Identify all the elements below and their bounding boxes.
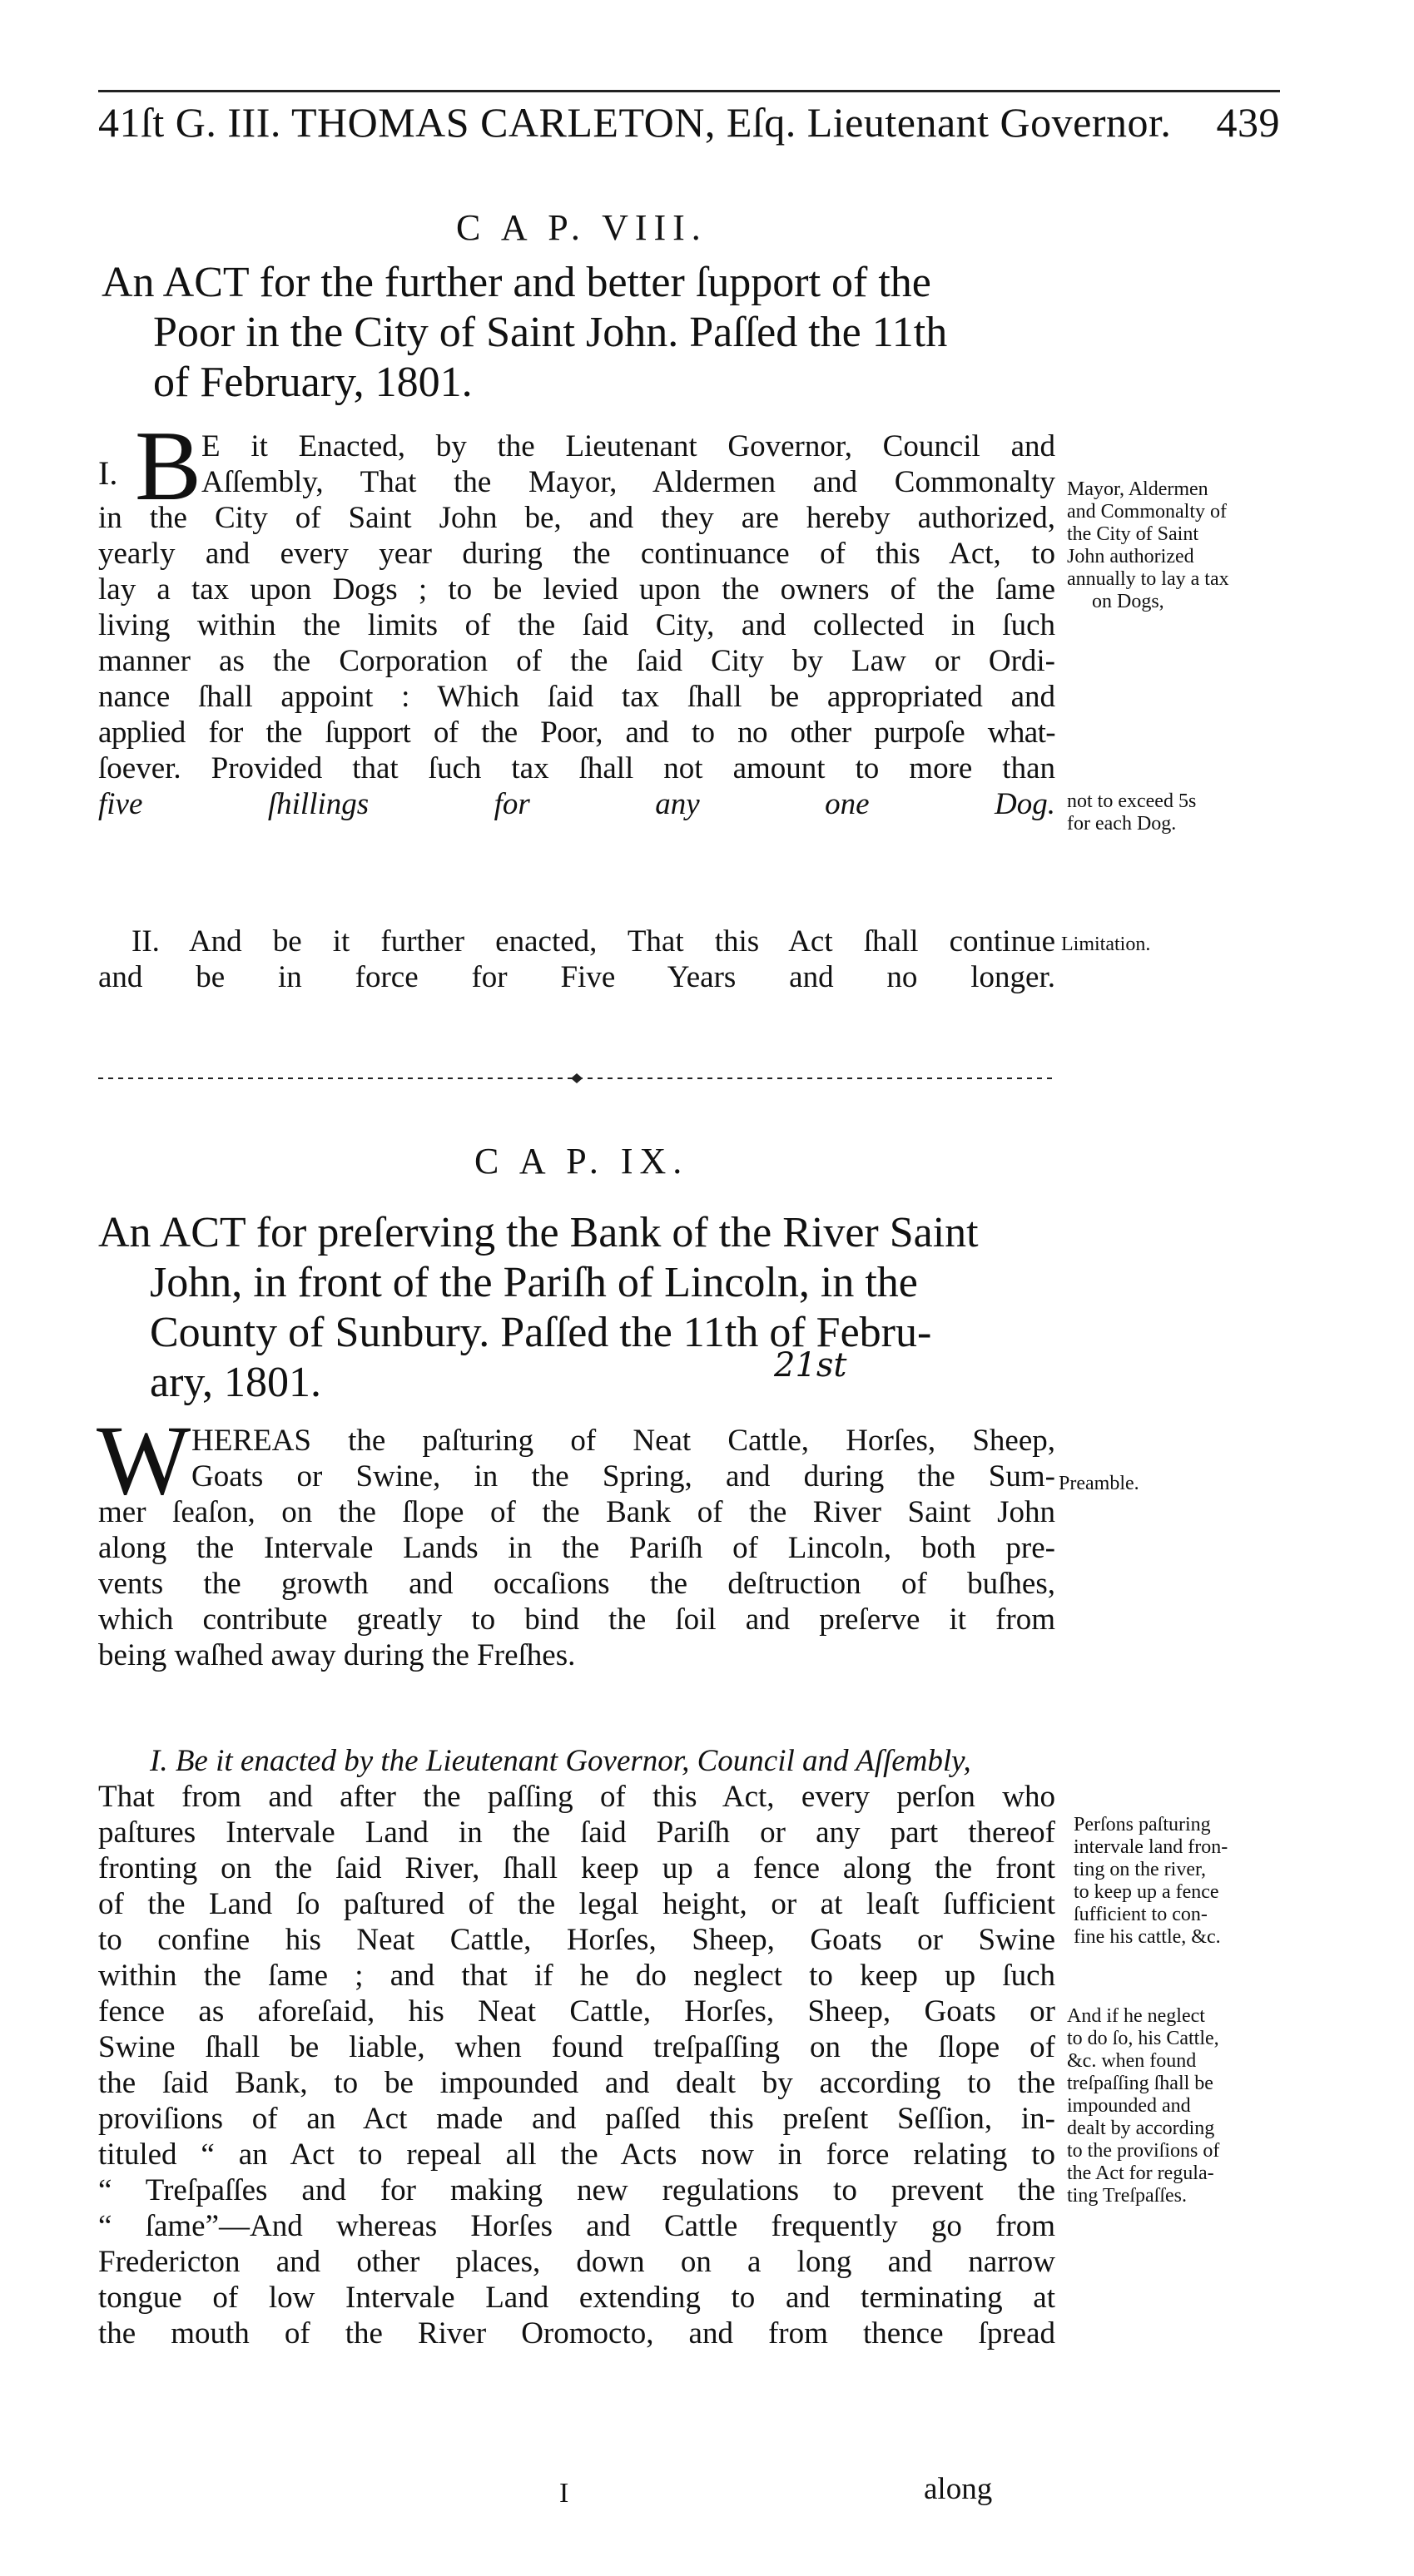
ornamental-divider bbox=[98, 1073, 1055, 1083]
text-line: fronting on the ſaid River, ſhall keep up a fence along the front bbox=[98, 1851, 1055, 1885]
margin-note-preamble bbox=[1059, 1473, 1139, 1495]
text-line: tongue of low Intervale Land extending to and terminating at bbox=[98, 2281, 1055, 2315]
margin-note-limitation bbox=[1061, 934, 1150, 956]
cap-9-title-line: County of Sunbury. Paſſed the 11th of Febru- bbox=[150, 1309, 932, 1356]
text-line: Fredericton and other places, down on a long and narrow bbox=[98, 2245, 1055, 2279]
text-line: of the Land ſo paſtured of the legal height, or at leaſt ſufficient bbox=[98, 1887, 1055, 1921]
text-line: the ſaid Bank, to be impounded and dealt by according to the bbox=[98, 2066, 1055, 2100]
text-line: Swine ſhall be liable, when found treſpaſſing on the ſlope of bbox=[98, 2030, 1055, 2064]
cap-9-title-line: ary, 1801. bbox=[150, 1359, 322, 1406]
running-header bbox=[98, 98, 1280, 146]
cap-8-section-1-text bbox=[98, 429, 1055, 822]
margin-line: Mayor, Aldermen bbox=[1067, 478, 1208, 500]
margin-line: the Act for regula- bbox=[1067, 2162, 1214, 2184]
text-line: “ Treſpaſſes and for making new regulations to prevent the bbox=[98, 2173, 1055, 2207]
margin-line: for each Dog. bbox=[1067, 813, 1177, 835]
text-line: mer ſeaſon, on the ſlope of the Bank of the River Saint John bbox=[98, 1495, 1055, 1529]
margin-line: intervale land fron- bbox=[1074, 1836, 1228, 1858]
text-line: That from and after the paſſing of this Act, every perſon who bbox=[98, 1780, 1055, 1814]
text-line: tituled “ an Act to repeal all the Acts now in force relating to bbox=[98, 2138, 1055, 2172]
text-line: E it Enacted, by the Lieutenant Governor, Council and bbox=[201, 429, 1055, 463]
margin-line: Perſons paſturing bbox=[1074, 1814, 1211, 1835]
margin-line: fine his cattle, &c. bbox=[1074, 1926, 1221, 1948]
text-line: Goats or Swine, in the Spring, and during the Sum- bbox=[191, 1459, 1055, 1494]
text-line: which contribute greatly to bind the ſoil and preſerve it from bbox=[98, 1603, 1055, 1637]
margin-line: &c. when found bbox=[1067, 2050, 1197, 2072]
margin-line: to the proviſions of bbox=[1067, 2140, 1220, 2162]
margin-line: impounded and bbox=[1067, 2095, 1191, 2117]
header-top-rule bbox=[98, 90, 1280, 92]
text-line: I. Be it enacted by the Lieutenant Governor, Council and Aſſembly, bbox=[150, 1744, 971, 1778]
text-line: nance ſhall appoint : Which ſaid tax ſhall be appropriated and bbox=[98, 680, 1055, 714]
margin-line: to do ſo, his Cattle, bbox=[1067, 2028, 1219, 2049]
cap-9-heading: C A P. IX. bbox=[474, 1141, 689, 1181]
margin-line: and Commonalty of bbox=[1067, 501, 1227, 523]
text-line: HEREAS the paſturing of Neat Cattle, Horſes, Sheep, bbox=[191, 1424, 1055, 1458]
margin-note-neglect bbox=[1067, 2005, 1219, 2207]
handwritten-correction: 21st bbox=[774, 1346, 847, 1385]
cap-9-title-line: An ACT for preſerving the Bank of the River Saint bbox=[98, 1209, 979, 1256]
text-line: applied for the ſupport of the Poor, and to no other purpoſe what- bbox=[98, 716, 1055, 750]
margin-line: ſufficient to con- bbox=[1074, 1904, 1208, 1925]
signature-mark: I bbox=[559, 2478, 569, 2509]
margin-line: treſpaſſing ſhall be bbox=[1067, 2073, 1213, 2094]
cap-8-section-1-numeral: I. bbox=[98, 454, 118, 492]
text-line: vents the growth and occaſions the deſtruction of buſhes, bbox=[98, 1567, 1055, 1601]
margin-line: annually to lay a tax bbox=[1067, 568, 1229, 590]
text-line: along the Intervale Lands in the Pariſh of Lincoln, both pre- bbox=[98, 1531, 1055, 1565]
text-line: “ ſame”—And whereas Horſes and Cattle frequently go from bbox=[98, 2209, 1055, 2243]
cap-9-dropcap: W bbox=[97, 1404, 191, 1515]
margin-line: to keep up a fence bbox=[1074, 1881, 1219, 1903]
text-line: Aſſembly, That the Mayor, Aldermen and Commonalty bbox=[201, 465, 1055, 499]
cap-8-title bbox=[102, 258, 1067, 408]
text-line: II. And be it further enacted, That this Act ſhall continue bbox=[131, 924, 1055, 959]
margin-line: John authorized bbox=[1067, 546, 1194, 567]
text-line: living within the limits of the ſaid City, and collected in ſuch bbox=[98, 608, 1055, 642]
text-line: lay a tax upon Dogs ; to be levied upon the owners of the ſame bbox=[98, 572, 1055, 607]
cap-8-title-line: An ACT for the further and better ſupport of the bbox=[102, 259, 931, 306]
margin-line: dealt by according bbox=[1067, 2118, 1215, 2139]
margin-line: ting on the river, bbox=[1074, 1859, 1206, 1880]
header-text: 41ſt G. III. THOMAS CARLETON, Eſq. Lieutenant Governor. bbox=[98, 99, 1172, 146]
text-line: fence as aforeſaid, his Neat Cattle, Horſes, Sheep, Goats or bbox=[98, 1994, 1055, 2029]
cap-9-title bbox=[98, 1208, 1064, 1408]
cap-8-section-2-text bbox=[98, 924, 1055, 995]
text-line: to confine his Neat Cattle, Horſes, Sheep, Goats or Swine bbox=[98, 1923, 1055, 1957]
text-line: five ſhillings for any one Dog. bbox=[98, 787, 1055, 821]
cap-8-dropcap: B bbox=[135, 410, 202, 521]
margin-note-persons-pasturing bbox=[1074, 1814, 1228, 1949]
text-line: and be in force for Five Years and no longer. bbox=[98, 960, 1055, 994]
margin-note-mayor bbox=[1067, 478, 1229, 613]
text-line: ſoever. Provided that ſuch tax ſhall not amount to more than bbox=[98, 751, 1055, 785]
margin-line: not to exceed 5s bbox=[1067, 790, 1197, 812]
text-line: in the City of Saint John be, and they are hereby authorized, bbox=[98, 501, 1055, 535]
margin-line: And if he neglect bbox=[1067, 2005, 1205, 2027]
cap-9-title-line: John, in front of the Pariſh of Lincoln, in the bbox=[150, 1259, 918, 1306]
margin-line: the City of Saint bbox=[1067, 523, 1198, 545]
catchword: along bbox=[924, 2472, 993, 2506]
cap-8-title-line: of February, 1801. bbox=[153, 359, 473, 406]
cap-8-heading: C A P. VIII. bbox=[456, 207, 707, 248]
text-line: yearly and every year during the continuance of this Act, to bbox=[98, 537, 1055, 571]
margin-line: on Dogs, bbox=[1092, 591, 1164, 612]
text-line: paſtures Intervale Land in the ſaid Pariſh or any part thereof bbox=[98, 1816, 1055, 1850]
cap-9-section-1-text bbox=[98, 1743, 1055, 2351]
cap-9-preamble-text bbox=[98, 1423, 1055, 1673]
margin-line: Limitation. bbox=[1061, 934, 1151, 955]
margin-line: Preamble. bbox=[1059, 1473, 1139, 1494]
text-line: the mouth of the River Oromocto, and from thence ſpread bbox=[98, 2316, 1055, 2351]
text-line: being waſhed away during the Freſhes. bbox=[98, 1638, 576, 1672]
margin-note-not-exceed bbox=[1067, 790, 1196, 835]
cap-8-title-line: Poor in the City of Saint John. Paſſed the 11th bbox=[153, 309, 948, 356]
text-line: within the ſame ; and that if he do neglect to keep up ſuch bbox=[98, 1959, 1055, 1993]
text-line: proviſions of an Act made and paſſed this preſent Seſſion, in- bbox=[98, 2102, 1055, 2136]
page-number: 439 bbox=[1216, 99, 1280, 146]
text-line: manner as the Corporation of the ſaid City by Law or Ordi- bbox=[98, 644, 1055, 678]
margin-line: ting Treſpaſſes. bbox=[1067, 2185, 1188, 2207]
